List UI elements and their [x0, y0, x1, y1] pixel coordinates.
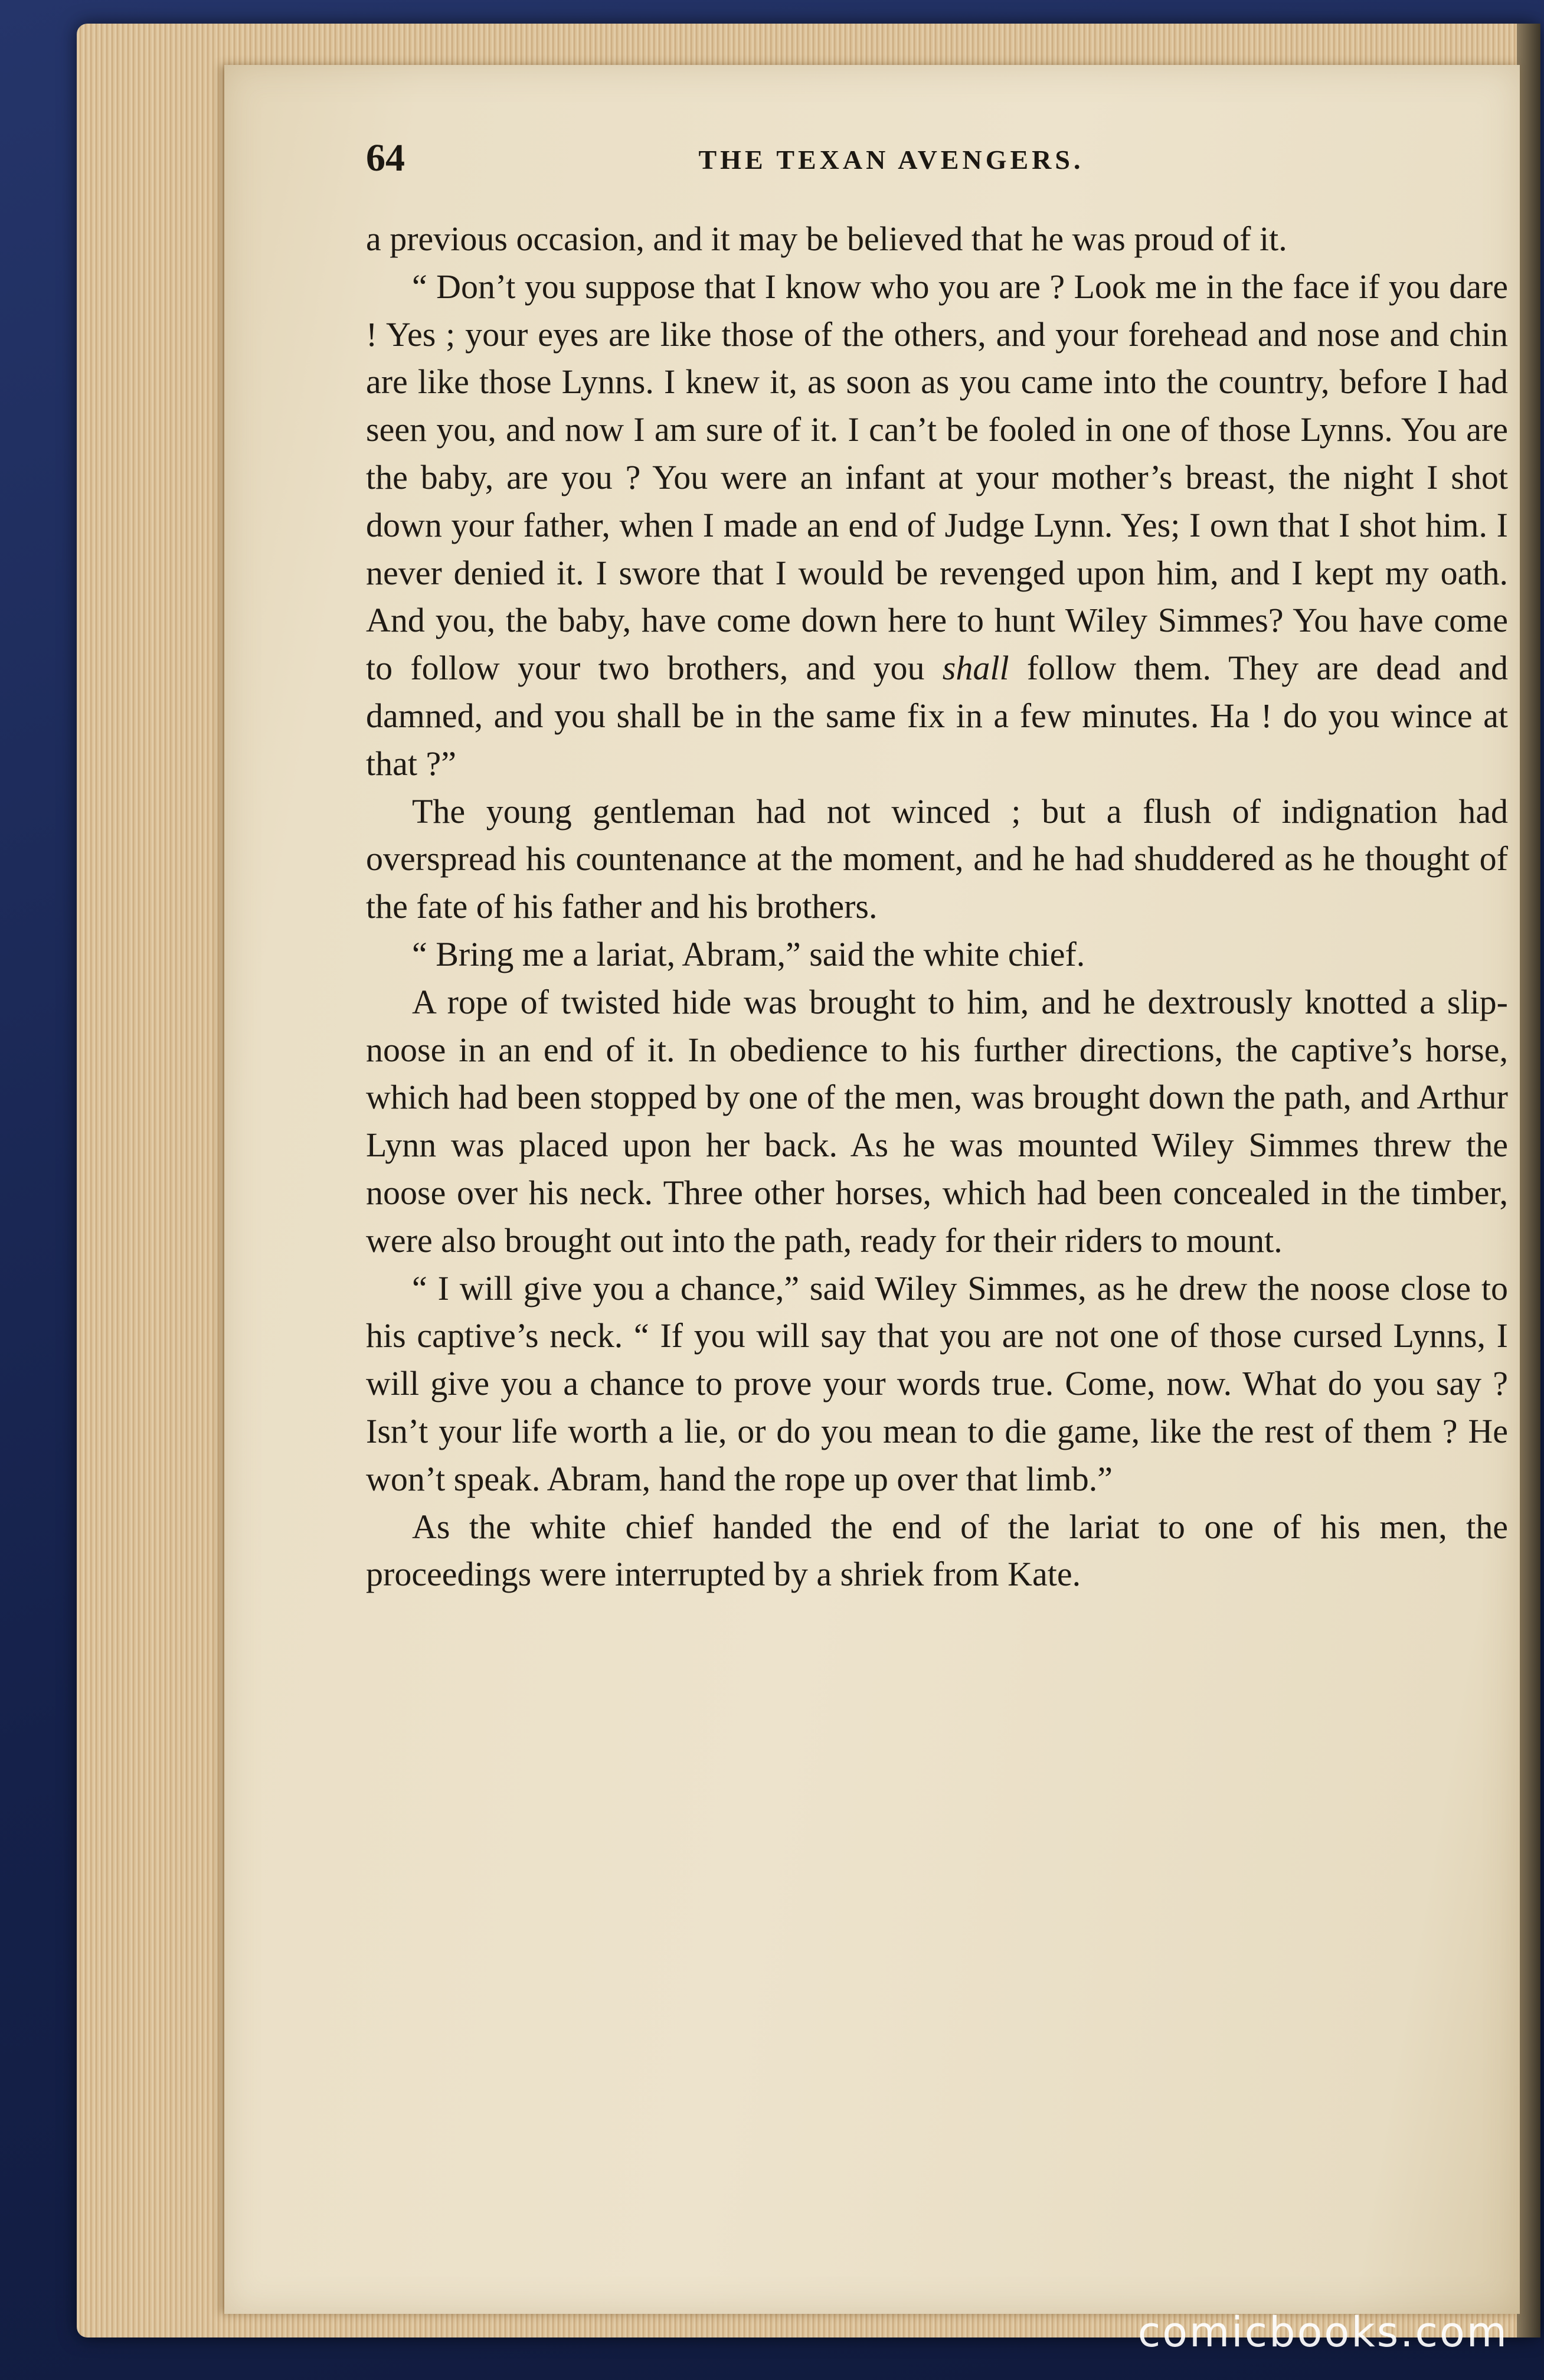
page-number: 64 [366, 136, 405, 179]
paragraph-text: follow them. They are dead and damned, and you shall be in the same fix in a few minutes. Ha ! do you wince at that ?” [366, 649, 1509, 783]
paragraph: As the white chief handed the end of the lariat to one of his men, the proceedings were interrupted by a shriek from Kate. [366, 1507, 1508, 1594]
site-watermark: comicbooks.com [1137, 2308, 1509, 2356]
running-head [366, 136, 1417, 189]
paragraph: A rope of twisted hide was brought to him, and he dextrously knotted a slip-noose in an end of it. In obedience to his further directions, the captive’s horse, which had been stopped by one of the men, was brought down the path, and Arthur Lynn was placed upon her back. As he was mounted Wiley Simmes threw the noose over his neck. Three other horses, which had been concealed in the timber, were also brought out into the path, ready for their riders to mount. [366, 982, 1508, 1260]
paragraph: a previous occasion, and it may be believed that he was proud of it. [366, 220, 1287, 258]
paragraph [366, 263, 1508, 788]
paragraph: The young gentleman had not winced ; but a flush of indignation had overspread his countenance at the moment, and he had shuddered as he thought of the fate of his father and his brothers. [366, 792, 1508, 926]
paragraph: “ I will give you a chance,” said Wiley Simmes, as he drew the noose close to his captive’s neck. “ If you will say that you are not one of those cursed Lynns, I will give you a chance to prove your words true. Come, now. What do you say ? Isn’t your life worth a lie, or do you mean to die game, like the rest of them ? He won’t speak. Abram, hand the rope up over that limb.” [366, 1269, 1508, 1498]
book-spine-shadow [1517, 24, 1540, 2338]
body-text [366, 215, 1508, 1598]
book-page [224, 65, 1520, 2314]
running-title: THE TEXAN AVENGERS. [698, 145, 1084, 175]
paragraph: “ Bring me a lariat, Abram,” said the white chief. [412, 934, 1085, 973]
emphasis: shall [942, 649, 1009, 688]
paragraph-text: “ Don’t you suppose that I know who you are ? Look me in the face if you dare ! Yes ; your eyes are like those of the others, and your forehead and nose and chin are like those Lynns. I knew it, as soon as you came into the country, before I had seen you, and now I am sure of it. I can’t be fooled in one of those Lynns. You are the baby, are you ? You were an infant at your mother’s breast, the night I shot down your father, when I made an end of Judge Lynn. Yes; I own that I shot him. I never denied it. I swore that I would be revenged upon him, and I kept my oath. And you, the baby, have come down here to hunt Wiley Simmes? You have come to follow your two brothers, and you [366, 267, 1508, 688]
